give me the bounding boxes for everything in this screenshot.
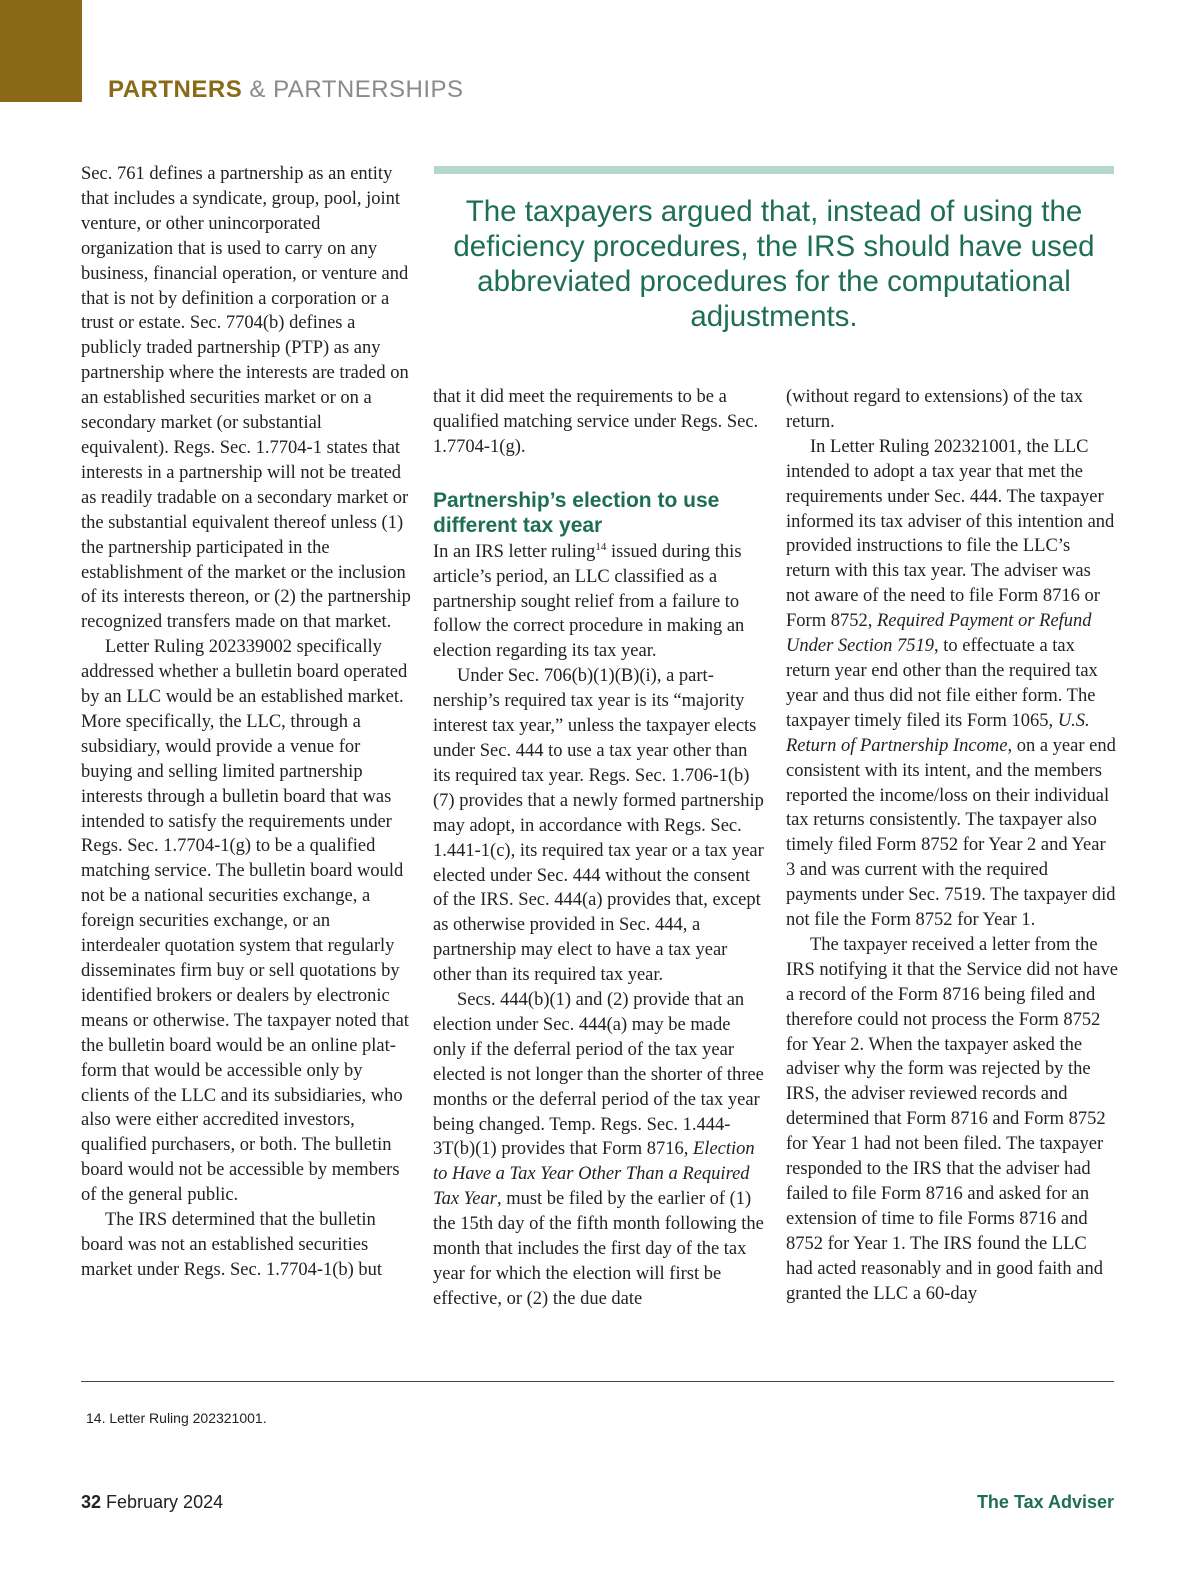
col2-p2-text-a: In an IRS letter ruling [433, 541, 596, 562]
footnote-14: 14. Letter Ruling 202321001. [86, 1410, 267, 1426]
col3-p2-text-b: , to effectuate a tax return year end other than the required tax year and thus did not file either form. The taxpayer timely filed its Form 1065, [786, 636, 1098, 731]
col3-paragraph-2 [786, 435, 1118, 933]
col3-p2-text-c: , on a year end consistent with its intent, and the members reported the income/loss on their individual tax returns consistently. The taxpayer also timely filed Form 8752 for Year 2 and Year 3 and was current with the required payments under Sec. 7519. The taxpayer did not file the Form 8752 for Year 1. [786, 735, 1116, 931]
col2-p2-text-b: issued during this article’s period, an LLC classified as a partnership sought relief from a failure to follow the correct procedure in making an election regarding its tax year. [433, 541, 745, 662]
page-number: 32 [81, 1492, 102, 1512]
col2-paragraph-1: that it did meet the requirements to be a qualified matching service under Regs. Sec. 1.7704-1(g). [433, 387, 759, 457]
col1-paragraph-2: Letter Ruling 202339002 specifically addressed whether a bulletin board operated by an LLC would be an established market. More specifically, the LLC, through a subsidiary, would provide a venue for buying and selling limited partnership interests through a bulletin board that was intended to satisfy the requirements under Regs. Sec. 1.7704-1(g) to be a qualified matching service. The bulletin board would not be a national securities exchange, a foreign securities exchange, or an interdealer quotation system that regularly disseminates firm buy or sell quotations by identified brokers or dealers by electronic means or otherwise. The taxpayer noted that the bulletin board would be an online platform that would be accessible only by clients of the LLC and its subsidiaries, who also were either accredited investors, qualified purchasers, or both. The bulletin board would not be accessible by members of the general public. [81, 637, 409, 1206]
col3-paragraph-1: (without regard to extensions) of the tax return. [786, 387, 1083, 432]
pull-quote-rule [434, 166, 1114, 174]
col2-p4-text-a: Secs. 444(b)(1) and (2) provide that an election under Sec. 444(a) may be made only if the deferral period of the tax year elected is not longer than the shorter of three months or the deferral period of the tax year being changed. Temp. Regs. Sec. 1.444-3T(b)(1) provides that Form 8716, [433, 990, 764, 1160]
corner-color-block [0, 0, 82, 102]
col2-p4-text-b: , must be filed by the earlier of (1) the 15th day of the fifth month following the month that includes the first day of the tax year for which the election will first be effective, or (2) the due date [433, 1189, 764, 1309]
col1-paragraph-1: Sec. 761 defines a partnership as an entity that includes a syndicate, group, pool, joint venture, or other unincorporated organization that is used to carry on any business, financial operation, or venture and that is not by definition a corporation or a trust or estate. Sec. 7704(b) defines a publicly traded partnership (PTP) as any partnership where the interests are traded on an established securities market or on a secondary market (or substantial equivalent). Regs. Sec. 1.7704-1 states that interests in a partnership will not be treated as readily tradable on a secondary market or the substantial equivalent thereof unless (1) the partnership participated in the establishment of the market or the inclusion of its interests thereon, or (2) the partnership recognized transfers made on that market. [81, 164, 411, 633]
page-footer-left [81, 1492, 223, 1513]
col2-paragraph-2 [433, 540, 765, 665]
column-2 [433, 385, 765, 1312]
section-header [108, 74, 464, 106]
pull-quote: The taxpayers argued that, instead of using the deficiency procedures, the IRS should have used abbreviated procedures for the computational adjustments. [453, 195, 1095, 333]
col1-paragraph-3: The IRS determined that the bulletin board was not an established securities market under Regs. Sec. 1.7704-1(b) but [81, 1210, 383, 1280]
form-1065-title: U.S. Return of Partnership Income [786, 710, 1090, 756]
column-1 [81, 162, 413, 1283]
footnote-rule [81, 1381, 1114, 1382]
section-header-rest: & PARTNERSHIPS [242, 76, 464, 103]
form-8752-title: Required Payment or Refund Under Section 7519 [786, 611, 1092, 657]
issue-date: February 2024 [101, 1492, 224, 1512]
col2-paragraph-4 [433, 988, 765, 1312]
section-header-bold: PARTNERS [108, 76, 243, 103]
subheading-election: Partnership’s election to use different tax year [433, 488, 720, 537]
col3-p2-text-a: In Letter Ruling 202321001, the LLC intended to adopt a tax year that met the requirements under Sec. 444. The taxpayer informed its tax adviser of this intention and provided instructions to file the LLC’s return with this tax year. The adviser was not aware of the need to file Form 8716 or Form 8752, [786, 436, 1115, 632]
col3-paragraph-3: The taxpayer received a letter from the IRS notifying it that the Service did not have a record of the Form 8716 being filed and therefore could not process the Form 8752 for Year 2. When the taxpayer asked the adviser why the form was rejected by the IRS, the adviser reviewed records and determined that Form 8716 and Form 8752 for Year 1 had not been filed. The taxpayer responded to the IRS that the adviser had failed to file Form 8716 and asked for an extension of time to file Forms 8716 and 8752 for Year 1. The IRS found the LLC had acted reasonably and in good faith and granted the LLC a 60-day [786, 934, 1118, 1304]
publication-name: The Tax Adviser [976, 1492, 1114, 1512]
column-3 [786, 385, 1118, 1307]
col2-paragraph-3: Under Sec. 706(b)(1)(B)(i), a partnership’s required tax year is its “majority interest tax year,” unless the taxpayer elects under Sec. 444 to use a tax year other than its required tax year. Regs. Sec. 1.706-1(b)(7) provides that a newly formed partnership may adopt, in accordance with Regs. Sec. 1.441-1(c), its required tax year or a tax year elected under Sec. 444 without the consent of the IRS. Sec. 444(a) provides that, except as otherwise provided in Sec. 444, a partnership may elect to have a tax year other than its required tax year. [433, 666, 764, 986]
footnote-ref-14: 14 [595, 540, 607, 553]
form-8716-title: Election to Have a Tax Year Other Than a Required Tax Year [433, 1139, 755, 1210]
